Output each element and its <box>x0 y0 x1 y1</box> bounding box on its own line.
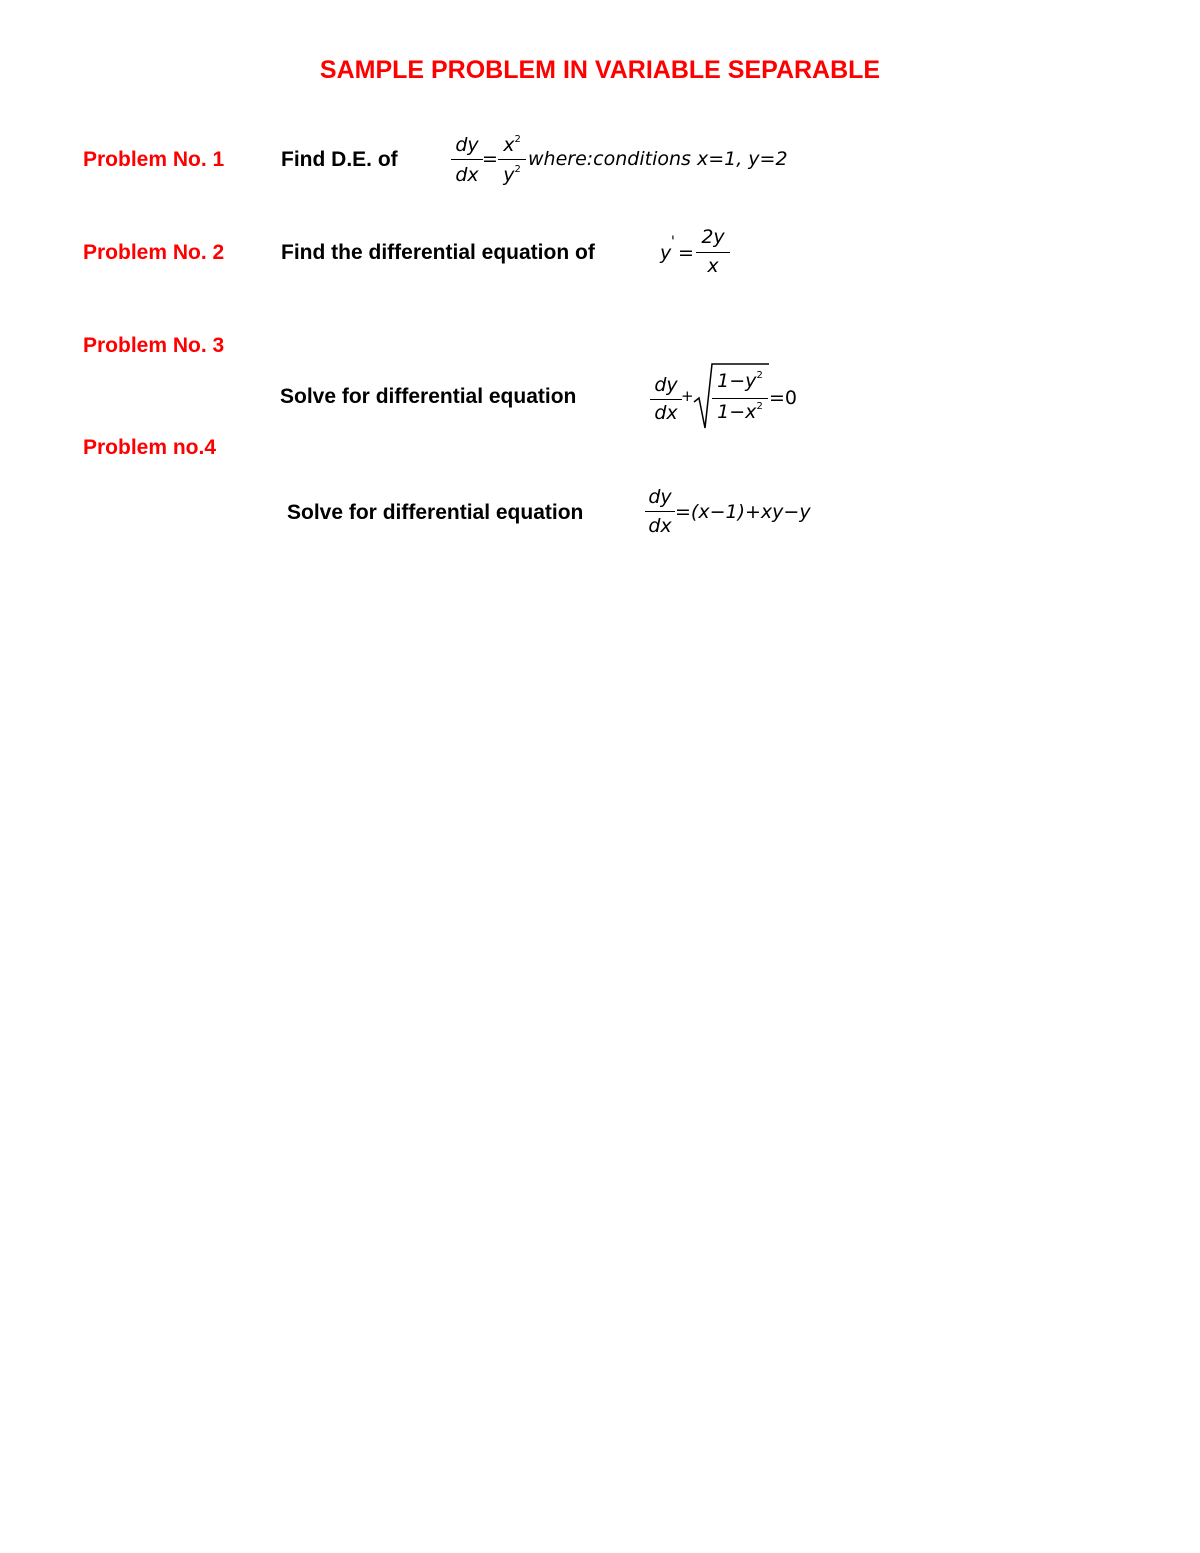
dy-dx-fraction <box>645 484 675 542</box>
fraction-numerator <box>712 370 768 392</box>
radicand-fraction <box>712 368 768 430</box>
problem-4-equation <box>645 484 845 544</box>
dy-dx-fraction <box>451 128 483 192</box>
fraction-denominator <box>498 164 526 186</box>
problem-3-label: Problem No. 3 <box>83 334 225 357</box>
fraction-bar <box>645 511 675 512</box>
problem-2-label: Problem No. 2 <box>83 241 225 264</box>
problem-3-text: Solve for differential equation <box>280 385 577 408</box>
fraction-denominator: dx <box>648 515 672 537</box>
2y-over-x-fraction <box>696 224 730 282</box>
problem-1-label: Problem No. 1 <box>83 148 225 171</box>
prime-mark: ' <box>671 234 675 250</box>
denominator-exponent: 2 <box>756 401 763 412</box>
equals-sign: = <box>482 148 498 170</box>
page-title: SAMPLE PROBLEM IN VARIABLE SEPARABLE <box>319 56 881 84</box>
fraction-numerator: dy <box>455 134 479 156</box>
denominator-exponent: 2 <box>514 164 521 175</box>
fraction-bar <box>696 252 730 253</box>
problem-4-label: Problem no.4 <box>83 436 217 459</box>
fraction-denominator: dx <box>654 402 678 424</box>
radicand-numerator-text: 1−y <box>717 370 757 392</box>
fraction-denominator: dx <box>455 164 479 186</box>
plus-sign: + <box>681 387 694 405</box>
problem-1-equation <box>448 128 828 198</box>
fraction-denominator: x <box>707 255 719 277</box>
y-variable: y <box>660 242 672 264</box>
numerator-exponent: 2 <box>514 134 521 145</box>
fraction-numerator <box>498 134 526 156</box>
equals-zero: =0 <box>769 387 798 409</box>
x2-over-y2-fraction <box>498 128 526 192</box>
fraction-bar <box>451 159 483 160</box>
fraction-numerator: 2y <box>701 226 725 248</box>
problem-2-text: Find the differential equation of <box>281 241 595 264</box>
numerator-exponent: 2 <box>756 370 763 381</box>
fraction-bar <box>650 399 682 400</box>
condition-text: where:conditions x=1, y=2 <box>528 148 788 170</box>
fraction-bar <box>498 159 526 160</box>
rhs-expression: =(x−1)+xy−y <box>675 501 811 523</box>
denominator-base: y <box>503 164 515 186</box>
problem-4-text: Solve for differential equation <box>287 501 584 524</box>
problem-3-equation <box>650 360 830 434</box>
problem-2-equation <box>660 224 760 284</box>
dy-dx-fraction <box>650 370 682 430</box>
fraction-numerator: dy <box>648 486 672 508</box>
numerator-base: x <box>503 134 515 156</box>
fraction-numerator: dy <box>654 374 678 396</box>
fraction-denominator <box>712 401 768 423</box>
problem-1-text: Find D.E. of <box>281 148 398 171</box>
equals-sign: = <box>678 242 694 264</box>
radicand-denominator-text: 1−x <box>717 401 757 423</box>
fraction-bar <box>712 398 768 399</box>
